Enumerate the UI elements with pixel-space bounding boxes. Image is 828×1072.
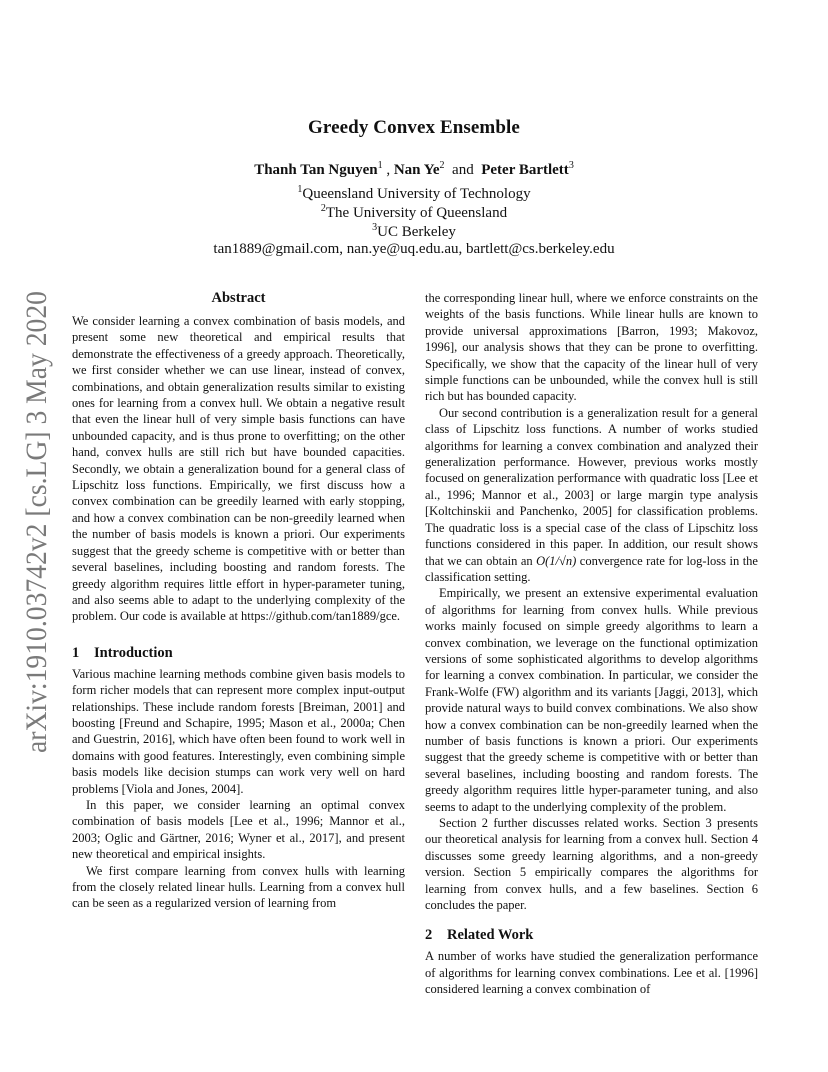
section-number: 2 [425,927,433,944]
big-o-formula: O(1/√n) [536,553,577,568]
affiliation-name: Queensland University of Technology [302,186,531,202]
author-line [0,160,828,179]
author-separator: , [386,162,391,178]
paragraph-text: convergence rate for log-loss in the classification setting. [425,553,758,584]
intro-paragraph-1: Various machine learning methods combine given basis models to form richer models that can represent more complex input-output relationships. These include random forests [Breiman, 2001] and boosting [Freund and Schapire, 1995; Mason et al., 2000a; Chen and Guestrin, 2016], which have often been found to work well in domains with good features. Interestingly, even combining simple basis models like decision stumps can work very well on hard problems [Viola and Jones, 2004]. [72,666,405,796]
section-heading-related-work [425,927,758,944]
author-name: Peter Bartlett [481,162,569,178]
paragraph-text: Our second contribution is a generalization result for a general class of Lipschitz loss functions. A number of works studied algorithms for learning a convex combination and analyzed their generalization performance. However, previous works mostly focused on generalization performance with quadratic loss [Lee et al., 1996; Mannor et al., 2003] or large margin type analysis [Koltchinskii and Panchenko, 2005] for classification problems. The quadratic loss is a special case of the class of Lipschitz loss functions considered in this paper. In addition, our result shows that we can obtain an [425,405,758,568]
author-name: Nan Ye [393,162,440,178]
author-name: Thanh Tan Nguyen [254,162,378,178]
right-paragraph-2 [425,405,758,585]
affiliation [0,203,828,222]
affiliation-mark: 1 [297,184,303,195]
right-paragraph-1: the corresponding linear hull, where we enforce constraints on the weights of the basis functions. While linear hulls are known to provide universal approximations [Barron, 1993; Makovoz, 1996], our analysis shows that they can be prone to overfitting. Specifically, we show that the capacity of the linear hull of very simple functions can be unbounded, while the convex hull is still rich but has bounded capacity. [425,291,758,404]
right-paragraph-3: Empirically, we present an extensive experimental evaluation of algorithms for learning from convex hulls. While previous works mainly focused on simple greedy algorithms to learn a convex combination, we leverage on the functional optimization versions of some sophisticated algorithms to develop algorithms for learning a convex combination. In particular, we consider the Frank-Wolfe (FW) algorithm and its variants [Jaggi, 2013], which provide natural ways to build convex combinations. We also show how a convex combination can be non-greedily learned when the number of basis functions is known a priori. Our experiments suggest that the greedy scheme is competitive with or better than several baselines, including boosting and random forests. The greedy algorithm requires little hyper-parameter tuning, and also seems to adapt to the underlying complexity of the problem. [425,586,758,814]
author-and: and [452,162,474,178]
paper-title: Greedy Convex Ensemble [308,117,520,138]
section-number: 1 [72,644,80,661]
affiliation-name: The University of Queensland [325,205,508,221]
author-mark: 2 [439,160,445,171]
affiliation-mark: 3 [372,222,378,233]
left-column [72,290,405,912]
abstract-text: We consider learning a convex combination of basis models, and present some new theoretical and empirical results that demonstrate the effectiveness of a greedy approach. Theoretically, we first consider whether we can use linear, instead of convex, combinations, and obtain generalization results similar to existing ones for learning from a convex hull. We obtain a negative result that even the linear hull of very simple basis functions can have unbounded capacity, and is thus prone to overfitting; on the other hand, convex hulls are still rich but have bounded capacities. Secondly, we obtain a generalization bound for a general class of Lipschitz loss functions. Empirically, we first discuss how a convex combination can be greedily learned with early stopping, and how a convex combination can be non-greedily learned when the number of basis models is known a priori. Our experiments suggest that the greedy scheme is competitive with or better than several baselines, including boosting and random forests. The greedy algorithm requires little effort in hyper-parameter tuning, and also seems able to adapt to the underlying complexity of the problem. Our code is available at https://github.com/tan1889/gce. [72,314,405,624]
related-paragraph-1: A number of works have studied the generalization performance of algorithms for learning convex combinations. Lee et al. [1996] considered learning a convex combination of [425,949,758,997]
section-title: Related Work [447,927,534,944]
affiliation [0,222,828,241]
affiliation-mark: 2 [320,203,326,214]
intro-paragraph-2: In this paper, we consider learning an optimal convex combination of basis models [Lee et al., 1996; Mannor et al., 2003; Oglic and Gärtner, 2016; Wyner et al., 2017], and present new theoretical and empirical insights. [72,797,405,862]
affiliation [0,184,828,203]
abstract-heading: Abstract [211,290,266,306]
author-emails: tan1889@gmail.com, nan.ye@uq.edu.au, bartlett@cs.berkeley.edu [213,241,615,257]
section-title: Introduction [94,644,173,661]
section-heading-introduction [72,645,405,662]
intro-paragraph-3: We first compare learning from convex hulls with learning from the closely related linear hulls. Learning from a convex hull can be seen as a regularized version of learning from [72,863,405,911]
arxiv-stamp [18,290,58,755]
right-column [425,290,758,998]
arxiv-id: arXiv:1910.03742v2 [cs.LG] 3 May 2020 [20,290,53,753]
affiliation-name: UC Berkeley [377,224,456,240]
author-mark: 3 [568,160,574,171]
author-mark: 1 [377,160,383,171]
right-paragraph-4: Section 2 further discusses related works. Section 3 presents our theoretical analysis for learning from a convex hull. Section 4 discusses some greedy learning algorithms, and a non-greedy version. Section 5 empirically compares the algorithms for learning from convex hulls, and a few baselines. Section 6 concludes the paper. [425,816,758,913]
